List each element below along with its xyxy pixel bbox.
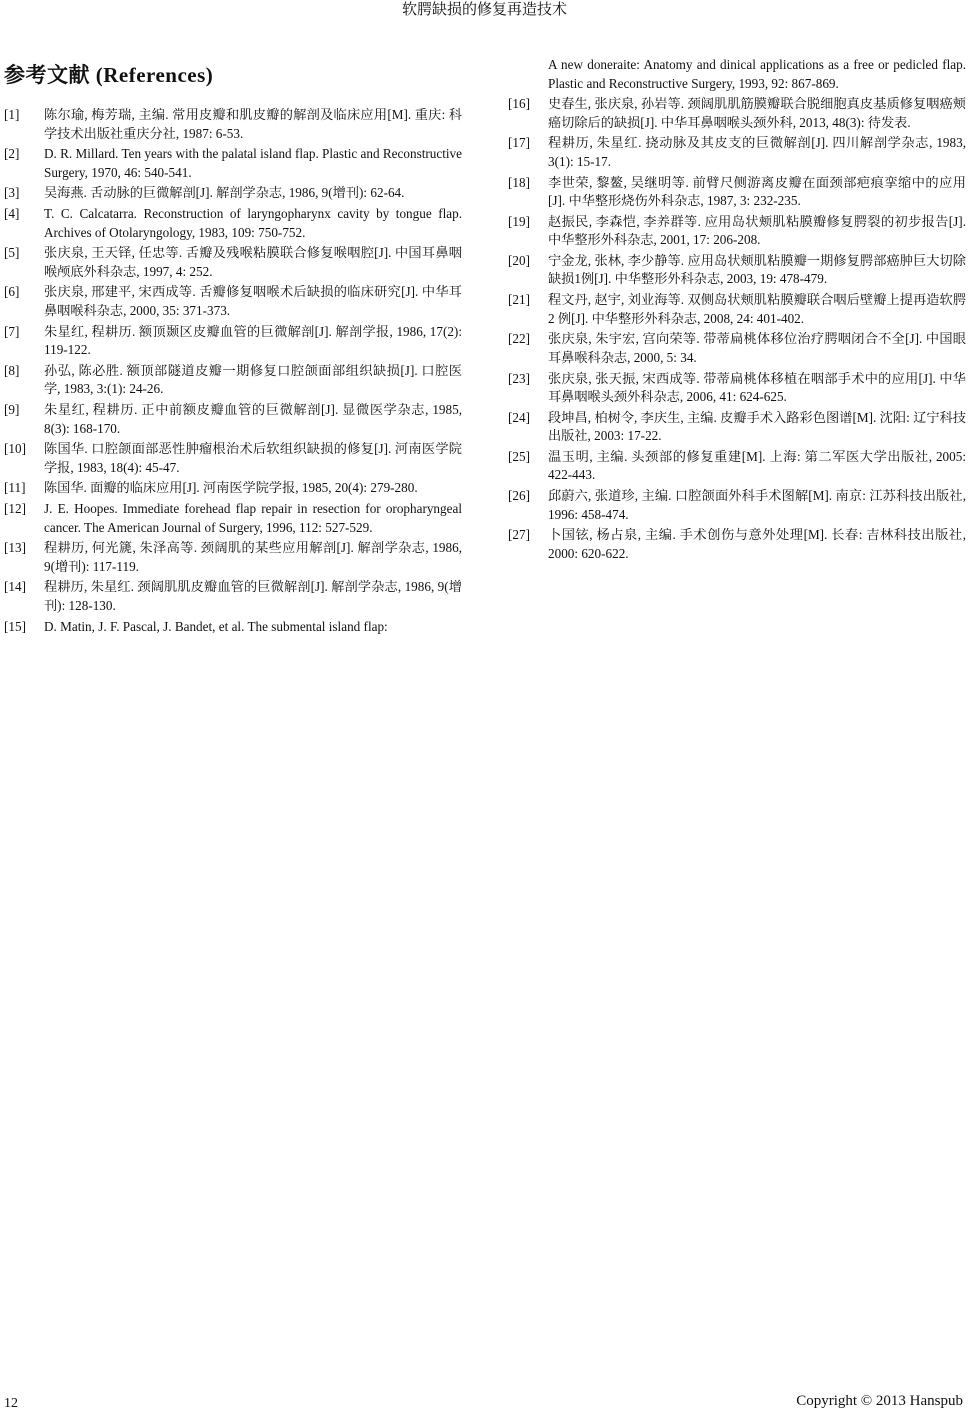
reference-item — [4, 618, 462, 637]
reference-item — [4, 362, 462, 399]
reference-item — [508, 370, 966, 407]
reference-number: [26] — [508, 488, 530, 504]
reference-text: 张庆泉, 王天铎, 任忠等. 舌瓣及残喉粘膜联合修复喉咽腔[J]. 中国耳鼻咽喉颅底外科杂志, 1997, 4: 252. — [44, 245, 462, 279]
reference-item — [508, 213, 966, 250]
reference-number: [5] — [4, 245, 20, 261]
reference-list-right — [508, 95, 966, 563]
reference-list-left — [4, 106, 462, 636]
reference-item — [4, 401, 462, 438]
reference-text: 陈国华. 口腔颌面部恶性肿瘤根治术后软组织缺损的修复[J]. 河南医学院学报, 1983, 18(4): 45-47. — [44, 441, 462, 475]
reference-item — [4, 323, 462, 360]
copyright-notice: Copyright © 2013 Hanspub — [796, 1393, 963, 1409]
reference-item — [4, 440, 462, 477]
reference-number: [6] — [4, 284, 20, 300]
reference-number: [23] — [508, 370, 530, 386]
reference-text: 孙弘, 陈必胜. 额顶部隧道皮瓣一期修复口腔颌面部组织缺损[J]. 口腔医学, 1983, 3:(1): 24-26. — [44, 362, 462, 397]
reference-number: [24] — [508, 409, 530, 425]
reference-item — [508, 95, 966, 132]
reference-number: [1] — [4, 107, 20, 122]
reference-number: [11] — [4, 480, 26, 496]
reference-text: 宁金龙, 张林, 李少静等. 应用岛状颊肌粘膜瓣一期修复腭部癌肿巨大切除缺损1例[J]. 中华整形外科杂志, 2003, 19: 478-479. — [548, 252, 966, 287]
reference-item — [508, 291, 966, 328]
reference-number: [12] — [4, 501, 26, 517]
reference-text: T. C. Calcatarra. Reconstruction of laryngopharynx cavity by tongue flap. Archives of Otolaryngology, 1983, 109: 750-752. — [44, 206, 462, 240]
reference-number: [8] — [4, 362, 20, 378]
reference-number: [21] — [508, 292, 530, 308]
reference-item — [4, 479, 462, 498]
reference-number: [9] — [4, 402, 20, 417]
reference-text: 陈国华. 面瓣的临床应用[J]. 河南医学院学报, 1985, 20(4): 279-280. — [44, 480, 418, 496]
reference-text: 史春生, 张庆泉, 孙岩等. 颈阔肌肌筋膜瓣联合脱细胞真皮基质修复咽癌颊癌切除后的缺损[J]. 中华耳鼻咽喉头颈外科, 2013, 48(3): 待发表. — [548, 96, 966, 130]
left-column — [4, 56, 462, 638]
reference-item — [508, 330, 966, 367]
reference-text: 赵振民, 李森恺, 李养群等. 应用岛状颊肌粘膜瓣修复腭裂的初步报告[J]. 中华整形外科杂志, 2001, 17: 206-208. — [548, 213, 966, 248]
reference-text: 程文丹, 赵宇, 刘业海等. 双侧岛状颊肌粘膜瓣联合咽后壁瓣上提再造软腭 2 例[J]. 中华整形外科杂志, 2008, 24: 401-402. — [548, 292, 966, 326]
reference-text: 张庆泉, 邢建平, 宋西成等. 舌瓣修复咽喉术后缺损的临床研究[J]. 中华耳鼻咽喉科杂志, 2000, 35: 371-373. — [44, 284, 462, 318]
reference-text: 邱蔚六, 张道珍, 主编. 口腔颌面外科手术图解[M]. 南京: 江苏科技出版社, 1996: 458-474. — [548, 488, 966, 522]
reference-item — [508, 448, 966, 485]
reference-item — [4, 205, 462, 242]
reference-number: [14] — [4, 579, 26, 595]
reference-text: 陈尔瑜, 梅芳瑞, 主编. 常用皮瓣和肌皮瓣的解剖及临床应用[M]. 重庆: 科学技术出版社重庆分社, 1987: 6-53. — [44, 107, 462, 141]
reference-number: [25] — [508, 448, 530, 464]
reference-text: 朱星红, 程耕历. 正中前额皮瓣血管的巨微解剖[J]. 显微医学杂志, 1985, 8(3): 168-170. — [44, 402, 462, 436]
reference-text: D. R. Millard. Ten years with the palatal island flap. Plastic and Reconstructive Surgery, 1970, 46: 540-541. — [44, 146, 462, 180]
reference-text: 卜国铉, 杨占泉, 主编. 手术创伤与意外处理[M]. 长春: 吉林科技出版社, 2000: 620-622. — [548, 527, 966, 561]
reference-number: [27] — [508, 527, 530, 543]
reference-item — [4, 578, 462, 615]
reference-item — [4, 244, 462, 281]
reference-text: 吴海燕. 舌动脉的巨微解剖[J]. 解剖学杂志, 1986, 9(增刊): 62-64. — [44, 185, 405, 201]
reference-text: 程耕历, 朱星红. 挠动脉及其皮支的巨微解剖[J]. 四川解剖学杂志, 1983, 3(1): 15-17. — [548, 135, 966, 169]
reference-item — [4, 145, 462, 182]
reference-number: [3] — [4, 185, 20, 201]
reference-text: 李世荣, 黎鳌, 吴继明等. 前臂尺侧游离皮瓣在面颈部疤痕挛缩中的应用[J]. 中华整形烧伤外科杂志, 1987, 3: 232-235. — [548, 174, 966, 209]
reference-item — [508, 487, 966, 524]
reference-number: [22] — [508, 331, 530, 347]
reference-item — [508, 134, 966, 171]
reference-item — [508, 174, 966, 211]
reference-number: [15] — [4, 618, 26, 634]
reference-text: 程耕历, 朱星红. 颈阔肌肌皮瓣血管的巨微解剖[J]. 解剖学杂志, 1986, 9(增刊): 128-130. — [44, 579, 462, 613]
reference-item — [508, 252, 966, 289]
reference-number: [7] — [4, 323, 20, 339]
reference-continuation: A new doneraite: Anatomy and dinical applications as a free or pedicled flap. Plastic and Reconstructive Surgery, 1993, 92: 867-869. — [548, 57, 966, 91]
references-heading: 参考文献 (References) — [4, 63, 214, 87]
reference-text: 张庆泉, 张天振, 宋西成等. 带蒂扁桃体移植在咽部手术中的应用[J]. 中华耳鼻咽喉头颈外科杂志, 2006, 41: 624-625. — [548, 370, 966, 404]
reference-number: [4] — [4, 206, 20, 222]
reference-text: J. E. Hoopes. Immediate forehead flap repair in resection for oropharyngeal cancer. The American Journal of Surgery, 1996, 112: 527-529. — [44, 501, 462, 535]
reference-text: 张庆泉, 朱宇宏, 宫向荣等. 带蒂扁桃体移位治疗腭咽闭合不全[J]. 中国眼耳鼻喉科杂志, 2000, 5: 34. — [548, 331, 966, 365]
reference-item — [4, 283, 462, 320]
reference-number: [18] — [508, 174, 530, 190]
reference-number: [2] — [4, 146, 20, 162]
reference-text: 朱星红, 程耕历. 额顶颞区皮瓣血管的巨微解剖[J]. 解剖学报, 1986, 17(2): 119-122. — [44, 323, 462, 358]
reference-number: [20] — [508, 252, 530, 268]
reference-text: 段坤昌, 柏树令, 李庆生, 主编. 皮瓣手术入路彩色图谱[M]. 沈阳: 辽宁科技出版社, 2003: 17-22. — [548, 409, 966, 444]
reference-number: [17] — [508, 135, 530, 151]
reference-text: 程耕历, 何光篪, 朱泽高等. 颈阔肌的某些应用解剖[J]. 解剖学杂志, 1986, 9(增刊): 117-119. — [44, 540, 462, 574]
page-number: 12 — [4, 1396, 18, 1411]
reference-item — [4, 500, 462, 537]
reference-number: [13] — [4, 540, 26, 556]
reference-item — [508, 526, 966, 563]
reference-text: 温玉明, 主编. 头颈部的修复重建[M]. 上海: 第二军医大学出版社, 2005: 422-443. — [548, 448, 966, 483]
reference-text: D. Matin, J. F. Pascal, J. Bandet, et al. The submental island flap: — [44, 618, 388, 634]
right-column — [508, 56, 966, 565]
reference-number: [10] — [4, 441, 26, 457]
reference-number: [19] — [508, 213, 530, 229]
reference-item — [4, 184, 462, 203]
reference-number: [16] — [508, 96, 530, 112]
reference-item — [508, 409, 966, 446]
reference-item — [4, 106, 462, 143]
reference-item — [4, 539, 462, 576]
running-header: 软腭缺损的修复再造技术 — [401, 2, 567, 18]
